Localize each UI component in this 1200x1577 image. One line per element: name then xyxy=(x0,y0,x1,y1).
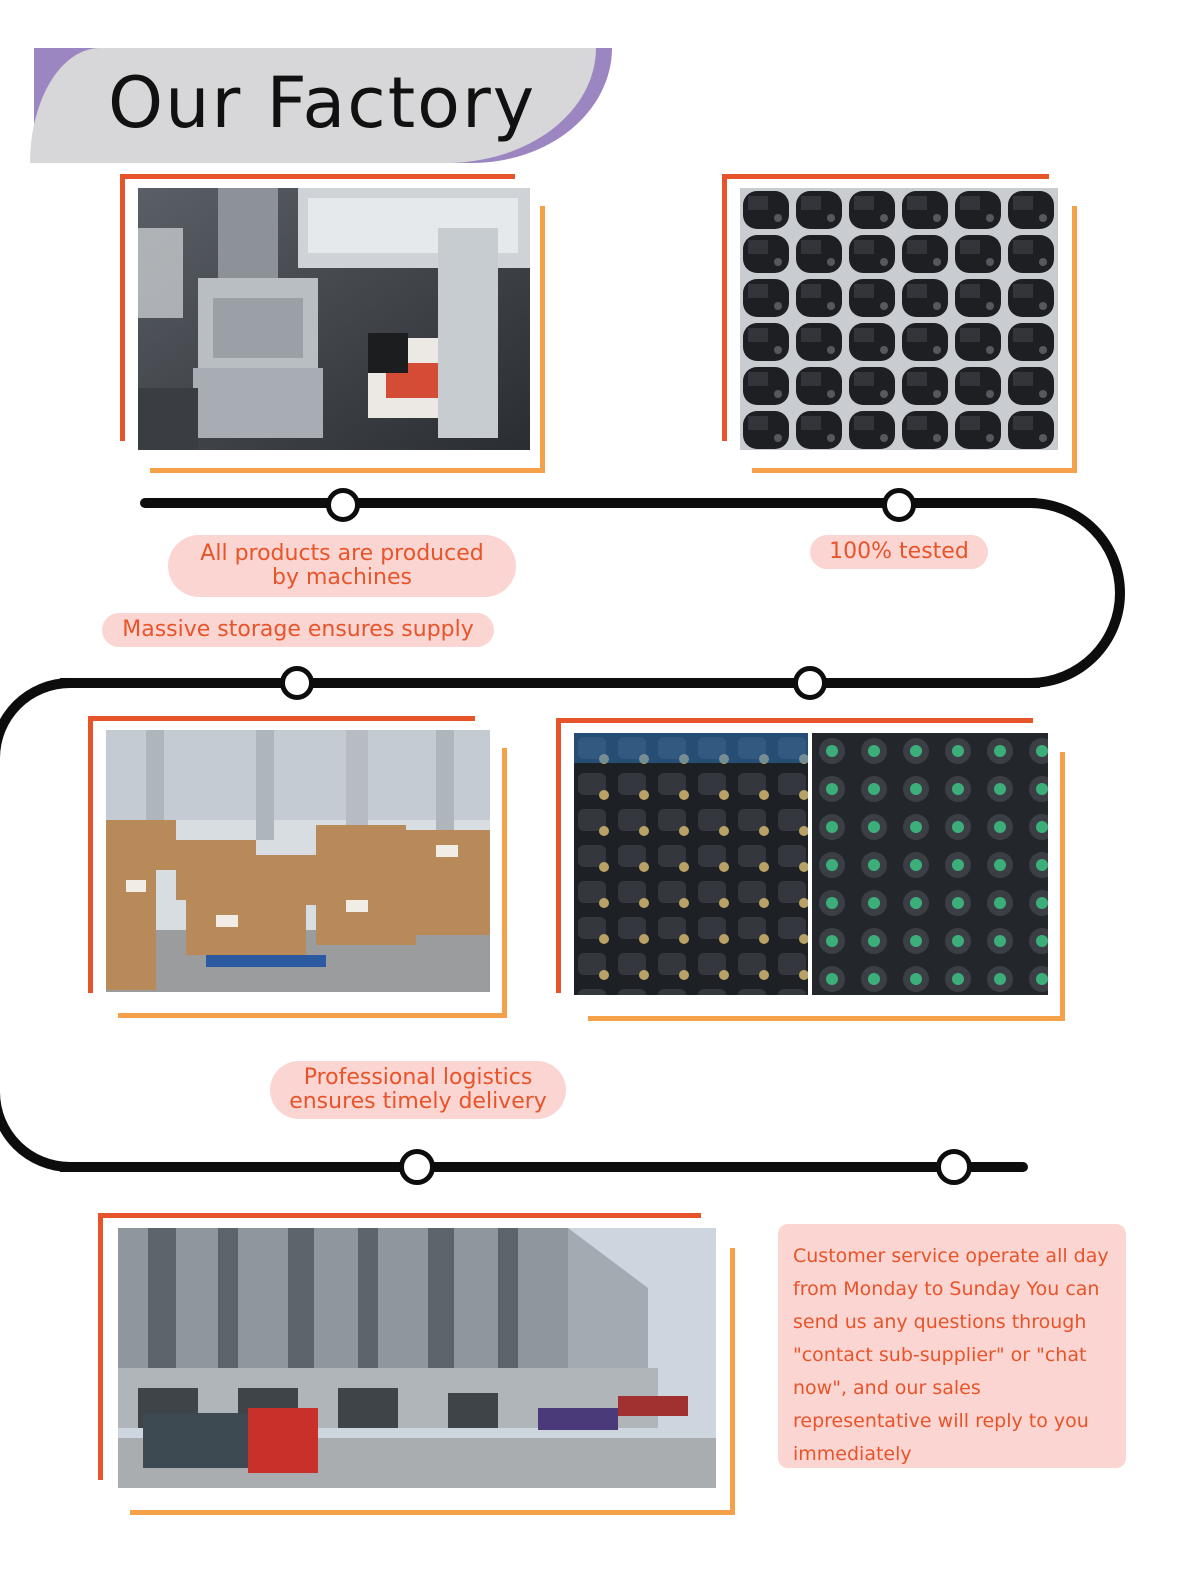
timeline-node xyxy=(280,666,314,700)
label-machines: All products are produced by machines xyxy=(168,535,516,597)
timeline-node xyxy=(793,666,827,700)
machine-photo xyxy=(138,188,530,450)
timeline-node xyxy=(399,1149,435,1185)
logistics-photo xyxy=(118,1228,716,1488)
timeline-line-bottom xyxy=(60,1162,1028,1172)
sensors-photo xyxy=(740,188,1058,450)
timeline-node xyxy=(882,488,916,522)
timeline-curve-left xyxy=(0,678,70,1172)
products-photo-right xyxy=(812,733,1048,995)
label-logistics: Professional logistics ensures timely delivery xyxy=(270,1061,566,1119)
timeline-line-middle xyxy=(60,678,1040,688)
timeline-node xyxy=(326,488,360,522)
timeline-node xyxy=(936,1149,972,1185)
customer-service-info: Customer service operate all day from Monday to Sunday You can send us any questions through "contact sub-supplier" or "chat now", and our sales representative will reply to you immediately xyxy=(778,1224,1126,1468)
warehouse-photo xyxy=(106,730,490,992)
page-title: Our Factory xyxy=(108,62,537,144)
timeline-curve-right xyxy=(940,498,1125,688)
label-tested: 100% tested xyxy=(810,535,988,569)
products-photo-left xyxy=(574,733,808,995)
label-storage: Massive storage ensures supply xyxy=(102,613,494,647)
